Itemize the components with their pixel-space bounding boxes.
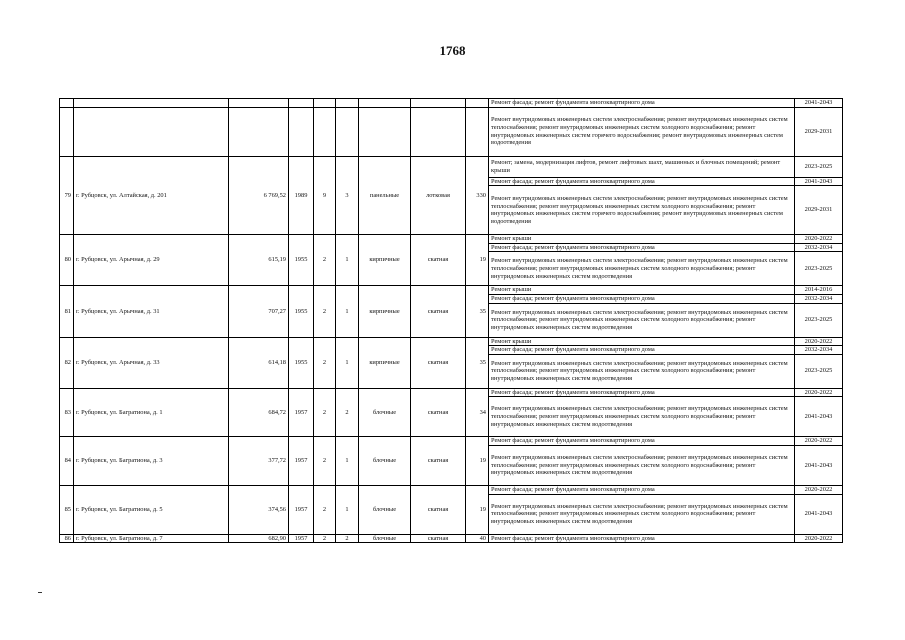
work-period: 2020-2022 <box>795 485 843 494</box>
row-number: 82 <box>60 337 74 388</box>
work-period: 2014-2016 <box>795 286 843 295</box>
table-row <box>60 337 843 346</box>
row-number <box>60 107 74 156</box>
work-description: Ремонт фасада; ремонт фундамента многоквартирного дома <box>489 346 795 355</box>
work-description: Ремонт крыши <box>489 235 795 244</box>
roof-cell: скатная <box>411 337 466 388</box>
work-period: 2041-2043 <box>795 397 843 437</box>
work-period: 2023-2025 <box>795 252 843 286</box>
floors-cell <box>314 107 336 156</box>
roof-cell: скатная <box>411 485 466 534</box>
area-cell <box>229 99 289 108</box>
work-period: 2041-2043 <box>795 177 843 186</box>
roof-cell: скатная <box>411 534 466 543</box>
year-cell: 1955 <box>289 235 314 286</box>
entrances-cell: 1 <box>336 437 359 486</box>
work-period: 2029-2031 <box>795 186 843 235</box>
area-cell <box>229 107 289 156</box>
residents-cell: 330 <box>466 156 489 235</box>
residents-cell <box>466 99 489 108</box>
table-row <box>60 286 843 295</box>
page-number: 1768 <box>439 43 466 58</box>
residents-cell: 40 <box>466 534 489 543</box>
work-period: 2023-2025 <box>795 156 843 177</box>
floors-cell: 2 <box>314 235 336 286</box>
table-body <box>60 99 843 543</box>
floors-cell: 2 <box>314 286 336 337</box>
floors-cell: 2 <box>314 388 336 437</box>
entrances-cell: 1 <box>336 337 359 388</box>
year-cell <box>289 99 314 108</box>
work-description: Ремонт фасада; ремонт фундамента многоквартирного дома <box>489 437 795 446</box>
roof-cell: скатная <box>411 437 466 486</box>
area-cell: 682,90 <box>229 534 289 543</box>
year-cell: 1957 <box>289 388 314 437</box>
roof-cell: скатная <box>411 286 466 337</box>
year-cell: 1955 <box>289 286 314 337</box>
work-period: 2023-2025 <box>795 303 843 337</box>
work-period: 2023-2025 <box>795 354 843 388</box>
margin-mark <box>38 592 42 593</box>
address-cell: г. Рубцовск, ул. Алтайская, д. 201 <box>74 156 229 235</box>
work-period: 2020-2022 <box>795 388 843 397</box>
year-cell: 1957 <box>289 534 314 543</box>
work-period: 2020-2022 <box>795 534 843 543</box>
address-cell: г. Рубцовск, ул. Арычная, д. 31 <box>74 286 229 337</box>
area-cell: 614,18 <box>229 337 289 388</box>
walls-cell: блочные <box>359 534 411 543</box>
work-description: Ремонт внутридомовых инженерных систем электроснабжения; ремонт внутридомовых инженерных систем теплоснабжения; ремонт внутридомовых инженерных систем холодного водоснабжения; ремонт внутридомовых инженерных систем водоотведения <box>489 354 795 388</box>
work-period: 2020-2022 <box>795 337 843 346</box>
walls-cell: кирпичные <box>359 235 411 286</box>
work-period: 2020-2022 <box>795 437 843 446</box>
address-cell: г. Рубцовск, ул. Багратиона, д. 7 <box>74 534 229 543</box>
work-description: Ремонт фасада; ремонт фундамента многоквартирного дома <box>489 388 795 397</box>
floors-cell: 2 <box>314 337 336 388</box>
row-number: 79 <box>60 156 74 235</box>
address-cell <box>74 107 229 156</box>
entrances-cell: 1 <box>336 286 359 337</box>
floors-cell: 2 <box>314 534 336 543</box>
work-description: Ремонт внутридомовых инженерных систем электроснабжения; ремонт внутридомовых инженерных систем теплоснабжения; ремонт внутридомовых инженерных систем холодного водоснабжения; ремонт внутридомовых инженерных систем водоотведения <box>489 303 795 337</box>
table-row <box>60 107 843 156</box>
work-description: Ремонт внутридомовых инженерных систем электроснабжения; ремонт внутридомовых инженерных систем теплоснабжения; ремонт внутридомовых инженерных систем холодного водоснабжения; ремонт внутридомовых инженерных систем водоотведения <box>489 397 795 437</box>
residents-cell <box>466 107 489 156</box>
entrances-cell <box>336 107 359 156</box>
area-cell: 615,19 <box>229 235 289 286</box>
row-number: 83 <box>60 388 74 437</box>
residents-cell: 19 <box>466 437 489 486</box>
table-row <box>60 99 843 108</box>
work-description: Ремонт внутридомовых инженерных систем электроснабжения; ремонт внутридомовых инженерных систем теплоснабжения; ремонт внутридомовых инженерных систем холодного водоснабжения; ремонт внутридомовых инженерных систем водоотведения <box>489 445 795 485</box>
table-row <box>60 534 843 543</box>
year-cell: 1957 <box>289 437 314 486</box>
walls-cell: кирпичные <box>359 337 411 388</box>
year-cell: 1955 <box>289 337 314 388</box>
table-row <box>60 235 843 244</box>
work-description: Ремонт внутридомовых инженерных систем электроснабжения; ремонт внутридомовых инженерных систем теплоснабжения; ремонт внутридомовых инженерных систем холодного водоснабжения; ремонт внутридомовых инженерных систем водоотведения <box>489 494 795 534</box>
table-row <box>60 388 843 397</box>
work-description: Ремонт фасада; ремонт фундамента многоквартирного дома <box>489 534 795 543</box>
roof-cell: скатная <box>411 388 466 437</box>
residents-cell: 35 <box>466 286 489 337</box>
residents-cell: 19 <box>466 235 489 286</box>
work-description: Ремонт; замена, модернизация лифтов, ремонт лифтовых шахт, машинных и блочных помещений; ремонт крыши <box>489 156 795 177</box>
work-description: Ремонт крыши <box>489 286 795 295</box>
floors-cell: 2 <box>314 485 336 534</box>
roof-cell <box>411 99 466 108</box>
walls-cell: кирпичные <box>359 286 411 337</box>
area-cell: 377,72 <box>229 437 289 486</box>
area-cell: 6 769,52 <box>229 156 289 235</box>
year-cell: 1957 <box>289 485 314 534</box>
work-period: 2041-2043 <box>795 445 843 485</box>
walls-cell <box>359 99 411 108</box>
table-row <box>60 437 843 446</box>
floors-cell <box>314 99 336 108</box>
row-number: 81 <box>60 286 74 337</box>
row-number: 80 <box>60 235 74 286</box>
entrances-cell: 3 <box>336 156 359 235</box>
residents-cell: 19 <box>466 485 489 534</box>
row-number: 86 <box>60 534 74 543</box>
work-period: 2032-2034 <box>795 294 843 303</box>
address-cell: г. Рубцовск, ул. Багратиона, д. 1 <box>74 388 229 437</box>
area-cell: 374,56 <box>229 485 289 534</box>
address-cell: г. Рубцовск, ул. Арычная, д. 33 <box>74 337 229 388</box>
work-description: Ремонт внутридомовых инженерных систем электроснабжения; ремонт внутридомовых инженерных систем теплоснабжения; ремонт внутридомовых инженерных систем холодного водоснабжения; ремонт внутридомовых инженерных систем горячего водоснабжения; ремонт внутридомовых инженерных систем водоотведения <box>489 186 795 235</box>
work-description: Ремонт фасада; ремонт фундамента многоквартирного дома <box>489 485 795 494</box>
area-cell: 684,72 <box>229 388 289 437</box>
area-cell: 707,27 <box>229 286 289 337</box>
floors-cell: 2 <box>314 437 336 486</box>
work-description: Ремонт фасада; ремонт фундамента многоквартирного дома <box>489 294 795 303</box>
entrances-cell: 2 <box>336 388 359 437</box>
residents-cell: 34 <box>466 388 489 437</box>
roof-cell: скатная <box>411 235 466 286</box>
work-description: Ремонт фасада; ремонт фундамента многоквартирного дома <box>489 99 795 108</box>
work-period: 2020-2022 <box>795 235 843 244</box>
table-row <box>60 156 843 177</box>
work-description: Ремонт фасада; ремонт фундамента многоквартирного дома <box>489 243 795 252</box>
entrances-cell <box>336 99 359 108</box>
walls-cell: блочные <box>359 437 411 486</box>
address-cell: г. Рубцовск, ул. Арычная, д. 29 <box>74 235 229 286</box>
walls-cell: панельные <box>359 156 411 235</box>
entrances-cell: 1 <box>336 485 359 534</box>
work-period: 2041-2043 <box>795 99 843 108</box>
roof-cell: лотковая <box>411 156 466 235</box>
roof-cell <box>411 107 466 156</box>
walls-cell <box>359 107 411 156</box>
table-row <box>60 485 843 494</box>
floors-cell: 9 <box>314 156 336 235</box>
address-cell: г. Рубцовск, ул. Багратиона, д. 3 <box>74 437 229 486</box>
year-cell: 1989 <box>289 156 314 235</box>
work-description: Ремонт крыши <box>489 337 795 346</box>
work-description: Ремонт внутридомовых инженерных систем электроснабжения; ремонт внутридомовых инженерных систем теплоснабжения; ремонт внутридомовых инженерных систем холодного водоснабжения; ремонт внутридомовых инженерных систем водоотведения <box>489 252 795 286</box>
residents-cell: 35 <box>466 337 489 388</box>
work-period: 2041-2043 <box>795 494 843 534</box>
work-description: Ремонт внутридомовых инженерных систем электроснабжения; ремонт внутридомовых инженерных систем теплоснабжения; ремонт внутридомовых инженерных систем холодного водоснабжения; ремонт внутридомовых инженерных систем горячего водоснабжения; ремонт внутридомовых инженерных систем водоотведения <box>489 107 795 156</box>
row-number: 85 <box>60 485 74 534</box>
work-period: 2029-2031 <box>795 107 843 156</box>
work-period: 2032-2034 <box>795 243 843 252</box>
work-description: Ремонт фасада; ремонт фундамента многоквартирного дома <box>489 177 795 186</box>
address-cell: г. Рубцовск, ул. Багратиона, д. 5 <box>74 485 229 534</box>
work-period: 2032-2034 <box>795 346 843 355</box>
address-cell <box>74 99 229 108</box>
row-number: 84 <box>60 437 74 486</box>
entrances-cell: 1 <box>336 235 359 286</box>
walls-cell: блочные <box>359 388 411 437</box>
row-number <box>60 99 74 108</box>
capital-repair-table <box>59 98 843 543</box>
entrances-cell: 2 <box>336 534 359 543</box>
year-cell <box>289 107 314 156</box>
walls-cell: блочные <box>359 485 411 534</box>
